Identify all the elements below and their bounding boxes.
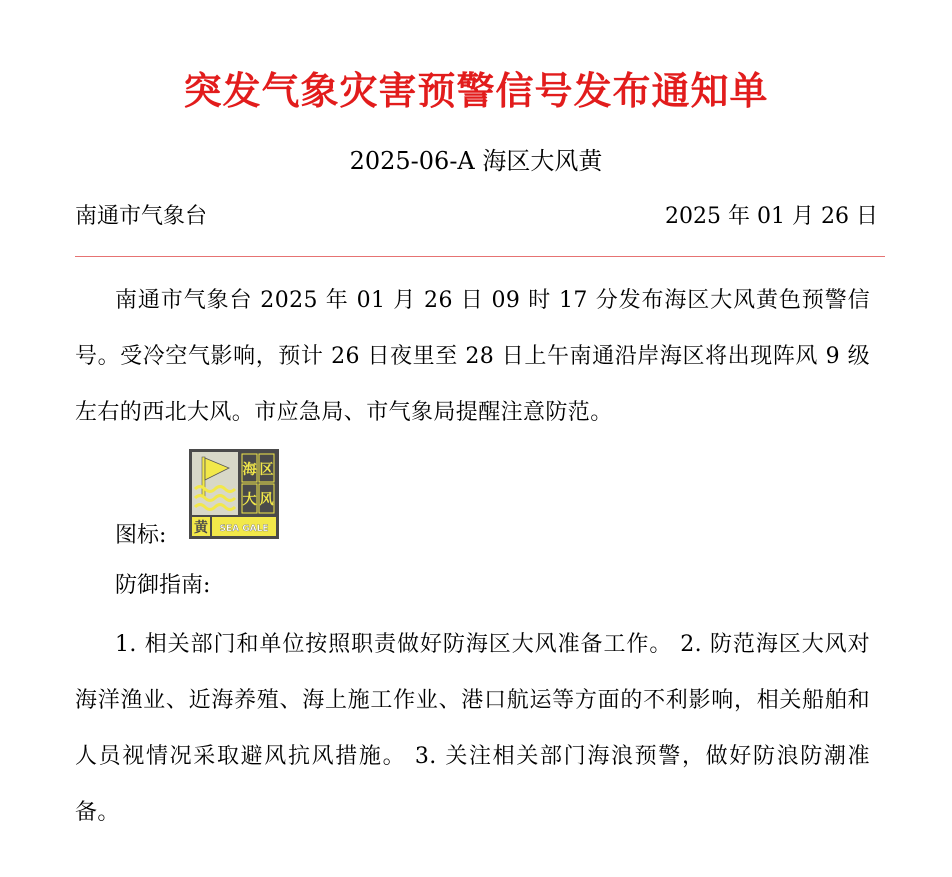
title-char-3: 大 bbox=[242, 492, 257, 508]
sea-gale-yellow-warning-icon bbox=[189, 449, 279, 539]
warning-description: 南通市气象台 2025 年 01 月 26 日 09 时 17 分发布海区大风黄色预警信号。受冷空气影响，预计 26 日夜里至 28 日上午南通沿岸海区将出现阵风 9 级左右的西北大风。市应急局、市气象局提醒注意防范。 bbox=[75, 288, 870, 425]
title-char-2: 区 bbox=[259, 462, 274, 478]
sea-gale-signal-graphic bbox=[189, 449, 279, 539]
english-label: SEA GALE bbox=[219, 524, 269, 534]
issue-date: 2025 年 01 月 26 日 bbox=[665, 204, 878, 229]
level-char: 黄 bbox=[194, 520, 208, 536]
issuer-name: 南通市气象台 bbox=[75, 204, 208, 229]
signal-code-subtitle: 2025-06-A 海区大风黄 bbox=[349, 147, 603, 175]
document-title: 突发气象灾害预警信号发布通知单 bbox=[183, 68, 769, 113]
flag-pole bbox=[202, 457, 205, 497]
header-divider bbox=[75, 256, 885, 257]
title-char-1: 海 bbox=[242, 462, 257, 478]
issuer-date-row bbox=[75, 199, 878, 233]
icon-label: 图标: bbox=[115, 523, 167, 548]
title-char-4: 风 bbox=[259, 492, 274, 508]
guide-text: 1. 相关部门和单位按照职责做好防海区大风准备工作。 2. 防范海区大风对海洋渔业、近海养殖、海上施工作业、港口航运等方面的不利影响，相关船舶和人员视情况采取避风抗风措施。 3. 关注相关部门海浪预警，做好防浪防潮准备。 bbox=[75, 632, 870, 825]
guide-heading: 防御指南: bbox=[115, 573, 211, 598]
